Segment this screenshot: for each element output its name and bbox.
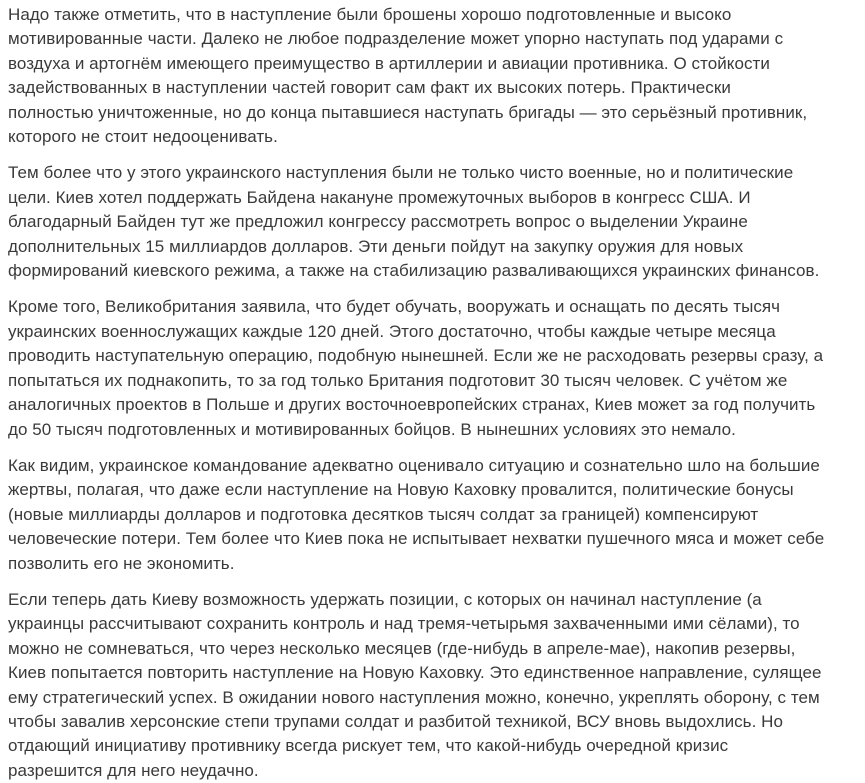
article-paragraph: Как видим, украинское командование адекватно оценивало ситуацию и сознательно шло на большие жертвы, полагая, что даже если наступление на Новую Каховку провалится, политические бонусы (новые миллиарды долларов и подготовка десятков тысяч солдат за границей) компенсируют человеческие потери. Тем более что Киев пока не испытывает нехватки пушечного мяса и может себе позволить его не экономить. [8,455,825,573]
article-paragraph: Если теперь дать Киеву возможность удержать позиции, с которых он начинал наступление (а украинцы рассчитывают сохранить контроль и над тремя-четырьмя захваченными ими сёлами), то можно не сомневаться, что через несколько месяцев (где-нибудь в апреле-мае), накопив резервы, Киев попытается повторить наступление на Новую Каховку. Это единственное направление, сулящее ему стратегический успех. В ожидании нового наступления можно, конечно, укреплять оборону, с тем чтобы завалив херсонские степи трупами солдат и разбитой техникой, ВСУ вновь выдохлись. Но отдающий инициативу противнику всегда рискует тем, что какой-нибудь очередной кризис разрешится для него неудачно. [8,589,822,780]
article-paragraph: Кроме того, Великобритания заявила, что будет обучать, вооружать и оснащать по десять тысяч украинских военнослужащих каждые 120 дней. Этого достаточно, чтобы каждые четыре месяца проводить наступательную операцию, подобную нынешней. Если же не расходовать резервы сразу, а попытаться их поднакопить, то за год только Британия подготовит 30 тысяч человек. С учётом же аналогичных проектов в Польше и других восточноевропейских странах, Киев может за год получить до 50 тысяч подготовленных и мотивированных бойцов. В нынешних условиях это немало. [8,297,824,439]
article-paragraph: Надо также отметить, что в наступление были брошены хорошо подготовленные и высоко мотивированные части. Далеко не любое подразделение может упорно наступать под ударами с воздуха и артогнём имеющего преимущество в артиллерии и авиации противника. О стойкости задействованных в наступлении частей говорит сам факт их высоких потерь. Практически полностью уничтоженные, но до конца пытавшиеся наступать бригады — это серьёзный противник, которого не стоит недооценивать. [8,5,808,147]
article-paragraph: Тем более что у этого украинского наступления были не только чисто военные, но и политические цели. Киев хотел поддержать Байдена накануне промежуточных выборов в конгресс США. И благодарный Байден тут же предложил конгрессу рассмотреть вопрос о выделении Украине дополнительных 15 миллиардов долларов. Эти деньги пойдут на закупку оружия для новых формирований киевского режима, а также на стабилизацию разваливающихся украинских финансов. [8,163,820,281]
